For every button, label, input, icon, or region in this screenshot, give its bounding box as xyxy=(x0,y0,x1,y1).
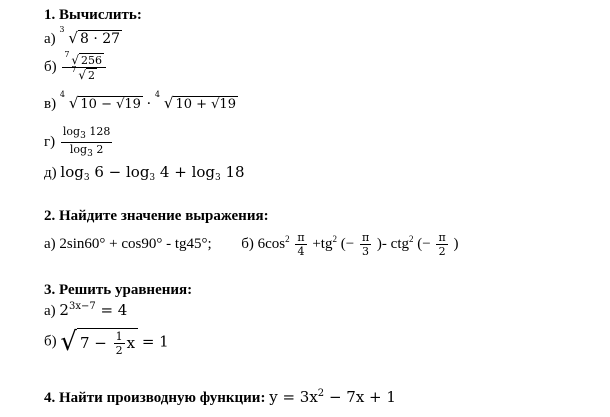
task-3b xyxy=(44,328,169,356)
equals-one: = 1 xyxy=(141,332,169,351)
section-2-title: 2. Найдите значение выражения: xyxy=(44,208,269,224)
fourth-root-2: 4 √ 10 + √19 xyxy=(154,90,236,112)
item-label: г) xyxy=(44,134,56,150)
item-label: а) xyxy=(44,236,56,252)
fourth-root-1: 4 √ 10 − √19 xyxy=(59,90,141,112)
task-1a xyxy=(44,25,122,47)
item-label: б) xyxy=(241,236,254,252)
root-fraction: 7 √ 256 7 √ 2 xyxy=(62,54,106,81)
section-3-title: 3. Решить уравнения: xyxy=(44,282,193,298)
task-4 xyxy=(44,389,396,406)
item-label: б) xyxy=(44,59,57,75)
trig-expression-b: $6\cos^2$ $\frac{\pi}{4}$ $+tg^2$ (− $\frac{\pi}{3}$ )- ctg$^2$ (− $\frac{\pi}{2}$ ) xyxy=(257,231,459,258)
log-fraction: $\frac{\log_3 128}{\log_3 2}$ xyxy=(62,125,111,159)
item-label: в) xyxy=(44,96,57,112)
exp-equation: $2^{3x-7} = 4$ xyxy=(59,301,128,319)
section-4-title: 4. Найти производную функции: xyxy=(44,390,266,406)
function-expression: $y = 3x^2 - 7x + 1$ xyxy=(269,388,396,406)
task-1d xyxy=(44,165,245,183)
sqrt-equation: √ 7 − $\frac{1}{2}$ x xyxy=(60,328,138,356)
log-expression: $\log_3 6 - \log_3 4 + \log_3 18$ xyxy=(60,163,245,183)
item-label: а) xyxy=(44,303,56,319)
task-1v xyxy=(44,90,238,112)
trig-expression-a: 2sin60° + cos90° - tg45°; xyxy=(59,236,212,252)
task-3a xyxy=(44,302,127,319)
cube-root: 3 √ 8 · 27 xyxy=(59,25,121,47)
task-1b xyxy=(44,50,108,82)
item-label: б) xyxy=(44,333,57,350)
task-1g xyxy=(44,126,114,159)
item-label: д) xyxy=(44,165,57,181)
multiply-dot: · xyxy=(146,96,152,112)
section-1-title: 1. Вычислить: xyxy=(44,7,142,23)
task-2 xyxy=(44,232,458,257)
item-label: а) xyxy=(44,31,56,47)
